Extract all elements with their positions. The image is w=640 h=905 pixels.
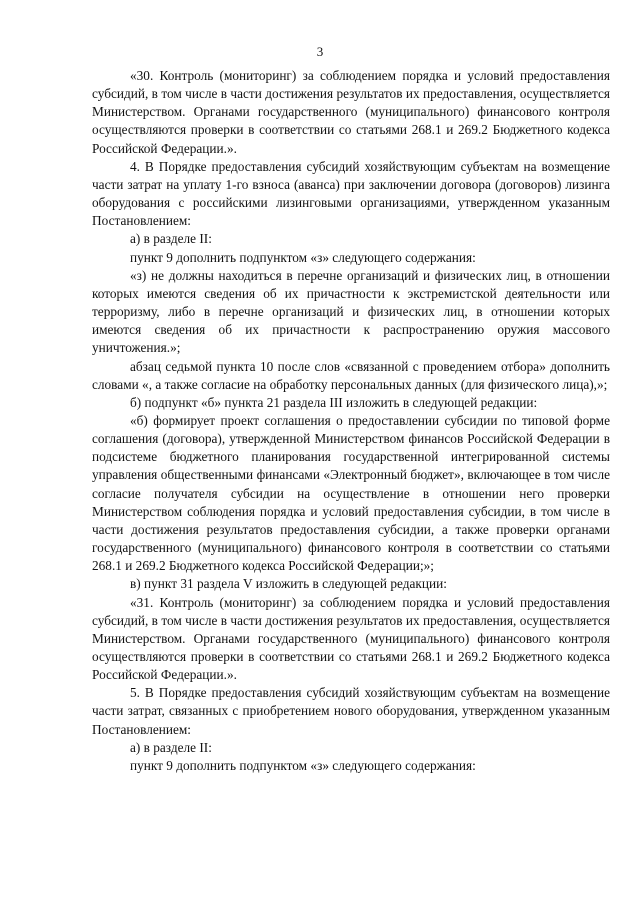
paragraph-point-9: пункт 9 дополнить подпунктом «з» следующего содержания: — [130, 249, 476, 265]
paragraph-item-30: «30. Контроль (мониторинг) за соблюдением порядка и условий предоставления субсидий, в том числе в части достижения результатов их предоставления, осуществляется Министерством. Органами государственного (муниципального) финансового контроля осуществляются проверки в соответствии со статьями 268.1 и 269.2 Бюджетного кодекса Российской Федерации.». — [92, 68, 610, 156]
paragraph-section-5: 5. В Порядке предоставления субсидий хозяйствующим субъектам на возмещение части затрат, связанных с приобретением нового оборудования, утвержденном указанным Постановлением: — [92, 685, 610, 737]
paragraph-subsection-v: в) пункт 31 раздела V изложить в следующей редакции: — [130, 576, 447, 592]
paragraph-subpoint-b-text: «б) формирует проект соглашения о предоставлении субсидии по типовой форме соглашения (договора), утвержденной Министерством финансов Российской Федерации в подсистеме бюджетного планирования государственной интегрированной системы управления общественными финансами «Электронный бюджет», включающее в том числе согласие получателя субсидии на осуществление в отношении него проверки Министерством соблюдения порядка и условий предоставления субсидии, в том числе в части достижения результатов предоставления субсидии, а также проверки органами государственного (муниципального) финансового контроля в соответствии со статьями 268.1 и 269.2 Бюджетного кодекса Российской Федерации;»; — [92, 412, 610, 574]
paragraph-point-9-2: пункт 9 дополнить подпунктом «з» следующего содержания: — [130, 757, 476, 773]
document-body — [92, 67, 610, 775]
page-number: 3 — [316, 44, 324, 59]
paragraph-section-4: 4. В Порядке предоставления субсидий хозяйствующим субъектам на возмещение части затрат на уплату 1-го взноса (аванса) при заключении договора (договоров) лизинга оборудования с российскими лизинговыми организациями, утвержденном указанным Постановлением: — [92, 158, 610, 229]
paragraph-item-31: «31. Контроль (мониторинг) за соблюдением порядка и условий предоставления субсидий, в том числе в части достижения результатов их предоставления, осуществляется Министерством. Органами государственного (муниципального) финансового контроля осуществляются проверки в соответствии со статьями 268.1 и 269.2 Бюджетного кодекса Российской Федерации.». — [92, 594, 610, 683]
paragraph-subsection-a: а) в разделе II: — [130, 231, 212, 247]
paragraph-subsection-a-2: а) в разделе II: — [130, 739, 212, 755]
paragraph-point-10: абзац седьмой пункта 10 после слов «связанной с проведением отбора» дополнить словами «, а также согласие на обработку персональных данных (для физического лица),»; — [92, 358, 610, 392]
paragraph-subpoint-z: «з) не должны находиться в перечне организаций и физических лиц, в отношении которых имеются сведения об их причастности к экстремистской деятельности или терроризму, либо в перечне организаций и физических лиц, в отношении которых имеются сведения об их причастности к распространению оружия массового уничтожения.»; — [92, 267, 610, 356]
paragraph-subsection-b: б) подпункт «б» пункта 21 раздела III изложить в следующей редакции: — [130, 394, 538, 410]
